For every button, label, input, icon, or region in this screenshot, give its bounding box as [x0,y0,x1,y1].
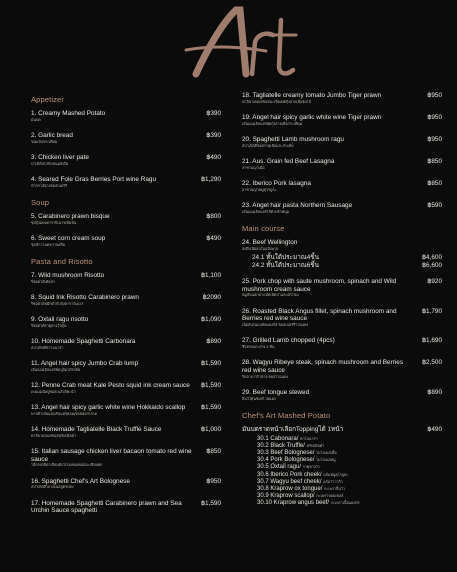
item-name: 29. Beef tongue stewed [242,388,310,396]
item-price: ฿1,590 [200,382,221,389]
menu-item [31,294,221,307]
item-name: 11. Angel hair spicy Jumbo Crab lump [31,360,139,367]
item-price: ฿850 [206,448,221,455]
item-name: 19. Angel hair spicy garlic white wine Tiger prawn [242,114,382,121]
item-thai: ฟัวกราส์ย่างซอสเบอร์รี่ [31,183,67,188]
menu-item [242,278,442,299]
menu-item [242,337,442,350]
item-price: ฿490 [206,154,221,161]
menu-item [31,316,221,329]
item-thai: ขนมปังกระเทียม [31,139,58,144]
item-price: ฿1,590 [200,404,221,411]
topping-thai: กะเพราเนื้อแองกัส [330,501,360,506]
menu-item [31,448,221,469]
item-price: ฿950 [427,114,442,121]
menu-item [242,158,442,171]
item-name: 20. Spaghetti Lamb mushroom ragu [242,136,344,143]
menu-item-chef-mash [242,426,442,508]
item-price: ฿950 [427,92,442,99]
item-name: 26. Roasted Black Angus fillet, spinach mushroom and Berries red wine sauce [242,307,397,323]
topping-item [257,450,442,457]
menu-item [242,114,442,127]
item-name: 17. Homemade Spaghetti Carabinero prawn and Sea Urchin Sauce spaghetti [31,499,182,515]
item-thai: ซุปข้าวโพดหวานครีม [31,242,66,247]
menu-item [242,359,442,380]
item-name: 16. Spaghetti Chef's Art Bolognese [31,477,130,485]
item-name: 3. Chicken liver pate [31,154,89,161]
topping-thai: คาโบนาร่า [300,436,318,441]
item-price: ฿1,000 [200,426,221,433]
topping-item [257,472,442,479]
section-pasta [31,257,221,515]
topping-label: 30.1 Cabonara/ [257,435,299,442]
item-price: ฿390 [206,110,221,117]
menu-item [242,92,442,105]
item-name: 18. Tagliatelle creamy tomato Jumbo Tiger prawn [242,92,382,99]
section-title: Soup [31,198,50,207]
topping-item [257,464,442,471]
item-price: ฿1,290 [200,176,221,183]
topping-thai: ทรัฟเฟิลดำ [306,443,325,448]
item-price: ฿1,590 [200,499,221,507]
item-price: ฿490 [427,425,442,433]
item-thai: สปาเก็ตตี้ซอสราคุเนื้อแกะกับเห็ด [242,143,294,148]
item-price: ฿2090 [202,294,221,301]
item-price: ฿1,090 [200,316,221,323]
menu-item [31,404,221,417]
menu-item [31,213,221,226]
topping-thai: แก้มวัววากิว [323,479,343,484]
topping-thai: กะเพราหอยเชลล์ [316,494,344,499]
item-thai: หมูสันนอกย่าง ผัดเห็ดป่าและผักโขม [242,293,299,298]
item-name: 14. Homemade Tagliatelle Black Truffle Sauce [31,426,162,433]
right-column [242,92,442,517]
menu-item [31,478,221,491]
item-thai: ลาซานญ่าเนื้อ [242,165,265,170]
menu-item [31,110,221,123]
item-price: ฿890 [427,388,442,396]
menu-item [31,382,221,395]
topping-thai: ราคุหางวัว [302,465,320,470]
menu-item [31,338,221,351]
item-name: 15. Italian sausage chicken liver bacaon tomato red wine sauce [31,448,192,463]
topping-label: 30.9 Kraprow scallop/ [257,493,315,500]
topping-item [257,443,442,450]
section-soup [31,198,221,248]
item-thai: เพนเน่เนื้อปูซอสเพสโต้คะน้า [31,389,76,394]
topping-item [257,486,442,493]
menu-item [242,389,442,402]
item-thai: ไส้กรอกอิตาเลียนตับไก่เบคอนซอสมะเขือเทศ [31,463,102,468]
topping-label: 30.6 Iberico Pork cheek/ [257,471,322,478]
menu-item [242,136,442,149]
item-price: ฿1,790 [421,307,442,315]
menu-item [31,154,221,167]
topping-label: 30.8 Kraprow ox tongue/ [257,485,323,492]
item-price: ฿850 [427,180,442,187]
item-price: ฿950 [206,477,221,485]
topping-thai: โบโลเนสเนื้อ [316,450,337,455]
menu-item [242,308,442,329]
item-name: 22. Iberico Pork lasagna [242,180,311,187]
item-thai: เส้นแองเจิ้ลแฮร์ไส้อั่วพริกหนุ่ม [242,209,290,214]
item-name: มันบดราดหน้าเลือกToppingได้ 1หน้า [242,425,344,433]
topping-item [257,436,442,443]
item-thai: ทาลิอาเตลเล่ซอสทรัฟเฟิลดำ [31,433,77,438]
item-thai: ริซอตโต้หมึกดำกับกุ้งคาราบิเนโร [31,301,84,306]
item-name: 2. Garlic bread [31,132,73,139]
item-name: 25. Pork chop with saute mushroom, spinach and Wild mushroom cream sauce [242,278,397,293]
menu-item [242,202,442,215]
item-price: ฿390 [206,132,221,139]
item-price: ฿850 [427,158,442,165]
menu-item [31,272,221,285]
menu-item [31,132,221,145]
item-name: 27. Grilled Lamb chopped (4pcs) [242,337,335,345]
section-title-chef: Chef's Art Mashed Potato [242,410,331,420]
logo-text [0,0,1,1]
menu-item [31,176,221,189]
topping-thai: กะเพราลิ้นวัว [324,486,345,491]
item-name: 10. Homemade Spaghetti Carbonara [31,338,136,345]
item-thai: เส้นแองเจิ้ลแฮร์ผัดกุ้งลายเสือกระเทียม [242,121,302,126]
item-price: ฿590 [427,202,442,209]
item-thai: มันบด [31,117,41,122]
section-title-main-course: Main course [242,224,285,233]
topping-label: 30.3 Beef Bolognese/ [257,449,315,456]
art-logo [0,2,457,82]
item-thai: สปาเก็ตตี้คาโบนาร่า [31,345,64,350]
item-thai: ริซอตโต้เห็ดป่า [31,279,55,284]
item-name: 21. Aus. Grain fed Beef Lasagna [242,158,335,165]
option-row [252,254,442,262]
item-name: 7. Wild mushroom Risotto [31,272,105,279]
option-price: ฿4,600 [421,254,442,261]
item-name: 8. Squid Ink Risotto Carabinero prawn [31,294,139,301]
item-price: ฿1,100 [200,272,221,279]
topping-label: 30.7 Wagyu beef cheek/ [257,478,322,485]
option-price: ฿6,600 [421,261,442,269]
menu-item [31,360,221,373]
topping-item [257,493,442,500]
topping-list [257,436,442,508]
item-name: 23. Angel hair pasta Northern Sausage [242,202,353,209]
option-label: 24.2 ทั้นใต้ประมาณ6ชิ้น [252,261,319,269]
item-name: 12. Penne Crab meat Kale Pesto squid ink cream sauce [31,382,190,389]
menu-item [31,500,221,515]
item-thai: สปาเก็ตตี้โบโลเนสสูตรเชฟ [31,485,74,490]
topping-label: 30.5 Oxtail ragu/ [257,464,302,471]
item-name: 5. Carabinero prawn bisque [31,213,110,220]
item-thai: เส้นแองเจิ้ลแฮร์ผัดปูจัมโบ้รสจัด [31,367,81,372]
menu-item [242,180,442,193]
item-price: ฿890 [206,338,221,345]
wellington-options [252,254,442,269]
item-price: ฿2,500 [421,359,442,367]
topping-item [257,500,442,507]
option-label: 24.1 ทั้นใต้ประมาณ4ชิ้น [252,254,319,261]
item-thai: ริซอตโต้ราคุหางวัวตุ๋น [31,323,67,328]
topping-thai: แก้มหมูคุโรบูตะ [323,472,349,477]
item-name: 9. Oxtail ragu risotto [31,316,89,323]
item-price: ฿1,590 [200,360,221,367]
item-name: 28. Wagyu Ribeye steak, spinach mushroom and Berries red wine sauce [242,359,404,374]
topping-item [257,457,442,464]
menu-item [31,235,221,248]
topping-item [257,479,442,486]
item-thai: ซุปกุ้งแดงคาราบิเนโรเข้มข้น [31,220,77,225]
item-thai: ลาซานญ่าหมูคุโรบูตะ [242,187,277,192]
item-name: 6. Sweet corn cream soup [31,235,106,242]
item-name: 1. Creamy Mashed Potato [31,110,106,117]
topping-thai: โบโลเนสหมู [316,458,336,463]
topping-label: 30.4 Pork Bolognese/ [257,457,315,464]
item-thai: ริบอายวากิวย่าง ซอสไวน์แดง [242,374,289,379]
option-row [252,262,442,270]
section-appetizer [31,95,221,189]
section-title: Appetizer [31,95,64,104]
menu-item [31,426,221,439]
item-thai: ปาเต้ตับไก่กับขนมปังปิ้ง [31,161,69,166]
topping-label: 30.2 Black Truffle/ [257,442,305,449]
section-title: Pasta and Risotto [31,257,93,266]
item-price: ฿950 [427,136,442,143]
item-thai: ลิ้นวัวตุ๋นซอสไวน์แดง [242,396,276,401]
item-name: 4. Seared Foie Gras Berries Port wine Ragu [31,176,157,183]
item-price: ฿920 [427,278,442,286]
item-thai: ซี่โครงแกะย่าง 4 ชิ้น [242,344,275,349]
item-thai: สเต๊กเนื้ออบในแป้งพาย [242,246,279,251]
item-price: ฿490 [206,235,221,242]
left-column [31,92,221,524]
item-price: ฿800 [206,213,221,220]
item-thai: ทาลิอาเตลเล่ซอสมะเขือเทศกุ้งลายเสือจัมโบ้ [242,99,312,104]
item-thai: เนื้อสันในแบล็คแองกัส ซอสเบอร์รี่ไวน์แดง [242,322,309,327]
item-price: ฿1,690 [421,337,442,345]
topping-label: 30.10 Kraprow angus beef/ [257,500,330,507]
item-name: 13. Angel hair spicy garlic white wine Hokkaido scallop [31,404,186,411]
item-thai: พาสต้าเส้นแองเจิ้ลแฮร์หอยเชลล์ฮอกไกโด [31,411,98,416]
item-name: 24. Beef Wellington [242,239,298,246]
menu-item-wellington [242,239,442,269]
